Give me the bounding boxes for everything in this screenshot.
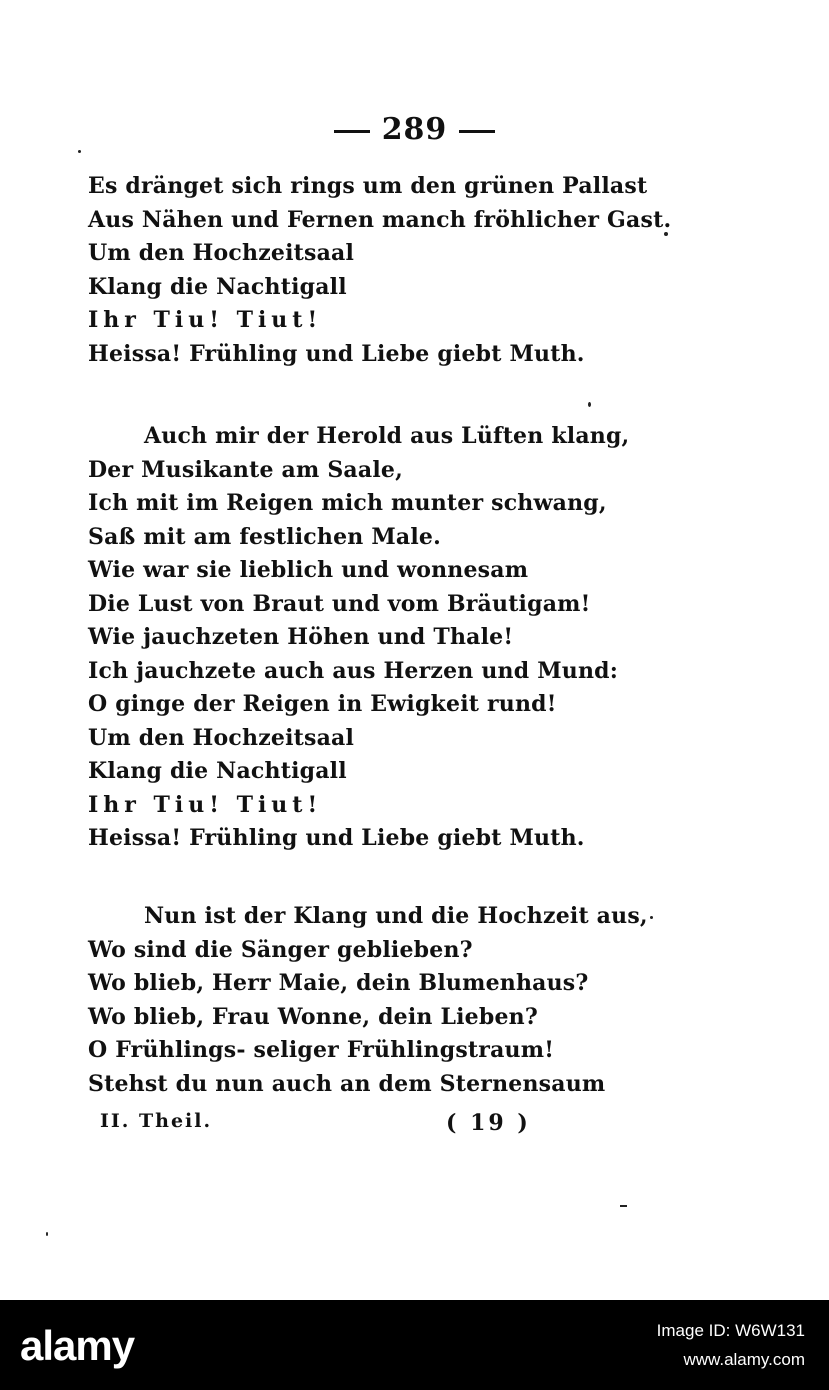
ink-speck [650, 916, 653, 919]
verse-line: Wo blieb, Herr Maie, dein Blumenhaus? [88, 970, 589, 996]
ink-speck [664, 232, 668, 236]
alamy-logo: alamy [20, 1322, 135, 1369]
right-dash [459, 130, 495, 133]
verse-line: Um den Hochzeitsaal [88, 240, 355, 266]
stanza-3 [88, 900, 648, 1101]
verse-line: Stehst du nun auch an dem Sternensaum [88, 1070, 606, 1097]
verse-line: Auch mir der Herold aus Lüften klang, [144, 423, 630, 449]
left-dash [334, 130, 370, 133]
stanza-1 [88, 170, 671, 371]
verse-line: O Frühlings- seliger Frühlingstraum! [88, 1037, 555, 1063]
ink-speck [78, 150, 81, 153]
verse-line: Die Lust von Braut und vom Bräutigam! [88, 590, 591, 617]
verse-line: Der Musikante am Saale, [88, 456, 403, 483]
verse-line: Ich jauchzete auch aus Herzen und Mund: [88, 657, 619, 684]
banner-url: www.alamy.com [683, 1350, 805, 1369]
verse-line: Es dränget sich rings um den grünen Pallast [88, 173, 648, 199]
verse-line: Ihr Tiu! Tiut! [88, 791, 323, 818]
verse-line: Saß mit am festlichen Male. [88, 523, 441, 550]
verse-line: Klang die Nachtigall [88, 273, 347, 300]
signature-mark: ( 19 ) [446, 1110, 531, 1136]
verse-line: Wie war sie lieblich und wonnesam [88, 557, 529, 583]
page-number-header [0, 112, 829, 147]
page-footer [0, 1110, 829, 1150]
image-id-text: Image ID: W6W131 [656, 1321, 805, 1340]
watermark-banner [0, 1300, 829, 1390]
verse-line: Nun ist der Klang und die Hochzeit aus, [144, 903, 648, 929]
ink-speck [46, 1232, 48, 1236]
verse-line: Ihr Tiu! Tiut! [88, 307, 323, 333]
verse-line: Heissa! Frühling und Liebe giebt Muth. [88, 340, 585, 367]
verse-line: Klang die Nachtigall [88, 758, 347, 784]
verse-line: Wo sind die Sänger geblieben? [88, 936, 473, 963]
page-number: 289 [381, 112, 448, 147]
verse-line: Wie jauchzeten Höhen und Thale! [88, 624, 514, 650]
verse-line: Um den Hochzeitsaal [88, 724, 355, 751]
verse-line: Wo blieb, Frau Wonne, dein Lieben? [88, 1003, 538, 1030]
banner-meta [657, 1316, 805, 1374]
verse-line: Ich mit im Reigen mich munter schwang, [88, 490, 607, 516]
verse-line: O ginge der Reigen in Ewigkeit rund! [88, 691, 557, 717]
verse-line: Heissa! Frühling und Liebe giebt Muth. [88, 825, 585, 851]
ink-speck [588, 402, 591, 407]
ink-speck [620, 1205, 627, 1207]
stanza-2 [88, 420, 629, 856]
volume-label: II. Theil. [100, 1110, 213, 1132]
verse-line: Aus Nähen und Fernen manch fröhlicher Gast. [88, 206, 672, 233]
